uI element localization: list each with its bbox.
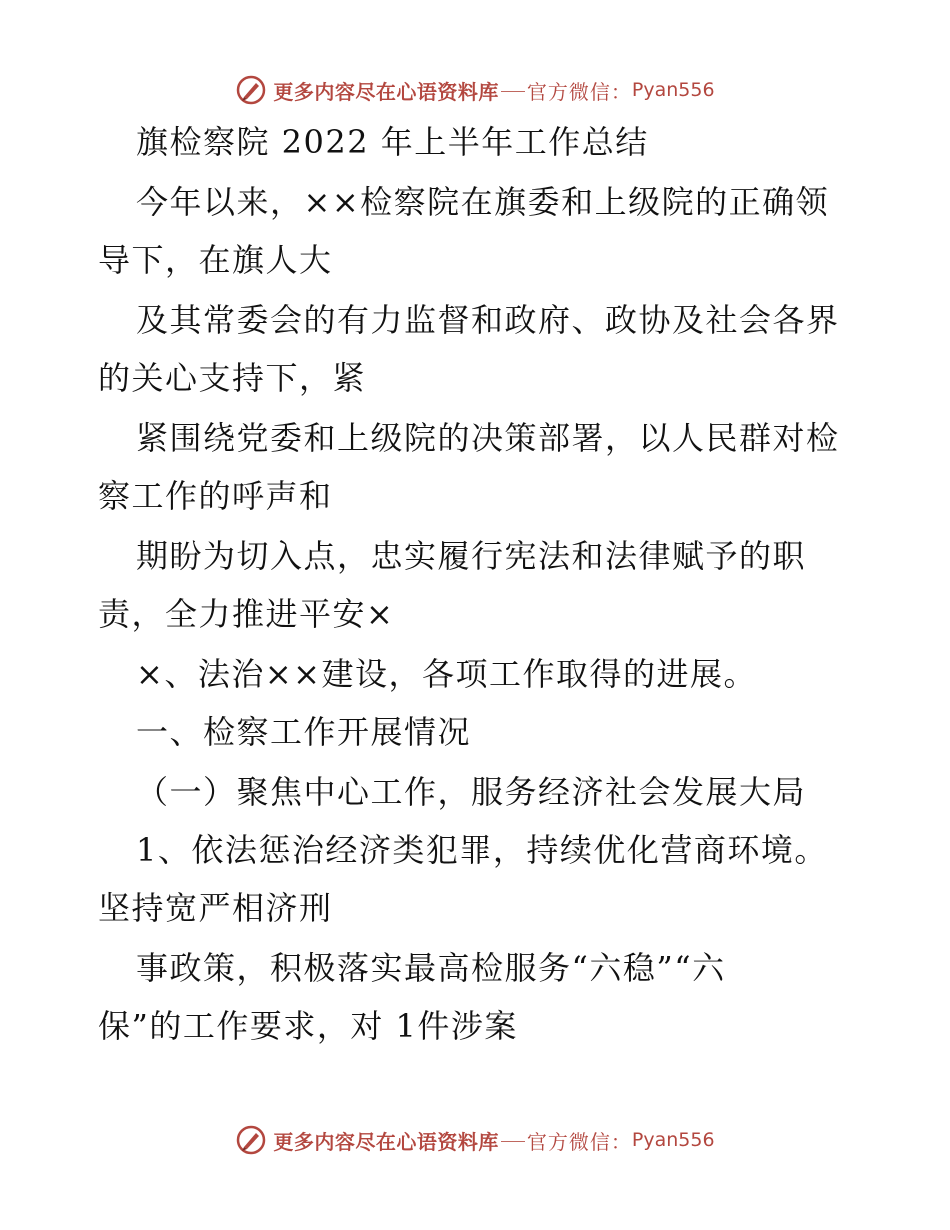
watermark-dash bbox=[501, 91, 525, 92]
watermark-label: 官方微信： bbox=[526, 79, 632, 104]
paragraph-line: 保”的工作要求，对 1件涉案 bbox=[98, 1007, 518, 1045]
pen-logo-icon bbox=[235, 1124, 267, 1156]
section-heading: 一、检察工作开展情况 bbox=[136, 713, 472, 751]
paragraph-line: 事政策，积极落实最高检服务“六稳”“六 bbox=[136, 949, 726, 987]
paragraph-line: 的关心支持下，紧 bbox=[98, 359, 367, 397]
paragraph-line: 紧围绕党委和上级院的决策部署，以人民群对检 bbox=[136, 419, 840, 457]
watermark-dash bbox=[501, 1141, 525, 1142]
pen-logo-icon bbox=[235, 74, 267, 106]
watermark-wechat-id: Pyan556 bbox=[631, 79, 715, 101]
paragraph-line: 坚持宽严相济刑 bbox=[98, 889, 333, 927]
subsection-heading: （一）聚焦中心工作，服务经济社会发展大局 bbox=[136, 773, 807, 811]
watermark-wechat-id: Pyan556 bbox=[631, 1129, 715, 1151]
paragraph-line: ×、法治××建设，各项工作取得的进展。 bbox=[136, 655, 757, 693]
paragraph-line: 今年以来，××检察院在旗委和上级院的正确领 bbox=[136, 183, 830, 221]
paragraph-line: 1、依法惩治经济类犯罪，持续优化营商环境。 bbox=[136, 831, 828, 869]
paragraph-line: 责，全力推进平安× bbox=[98, 595, 395, 633]
document-title: 旗检察院 2022 年上半年工作总结 bbox=[136, 123, 649, 161]
paragraph-line: 察工作的呼声和 bbox=[98, 477, 333, 515]
watermark-main-text: 更多内容尽在心语资料库 bbox=[273, 1129, 499, 1154]
watermark-label: 官方微信： bbox=[526, 1129, 632, 1154]
paragraph-line: 及其常委会的有力监督和政府、政协及社会各界 bbox=[136, 301, 840, 339]
paragraph-line: 导下，在旗人大 bbox=[98, 241, 333, 279]
footer-watermark bbox=[0, 1120, 950, 1160]
header-watermark bbox=[0, 70, 950, 110]
watermark-main-text: 更多内容尽在心语资料库 bbox=[273, 79, 499, 104]
paragraph-line: 期盼为切入点，忠实履行宪法和法律赋予的职 bbox=[136, 537, 807, 575]
